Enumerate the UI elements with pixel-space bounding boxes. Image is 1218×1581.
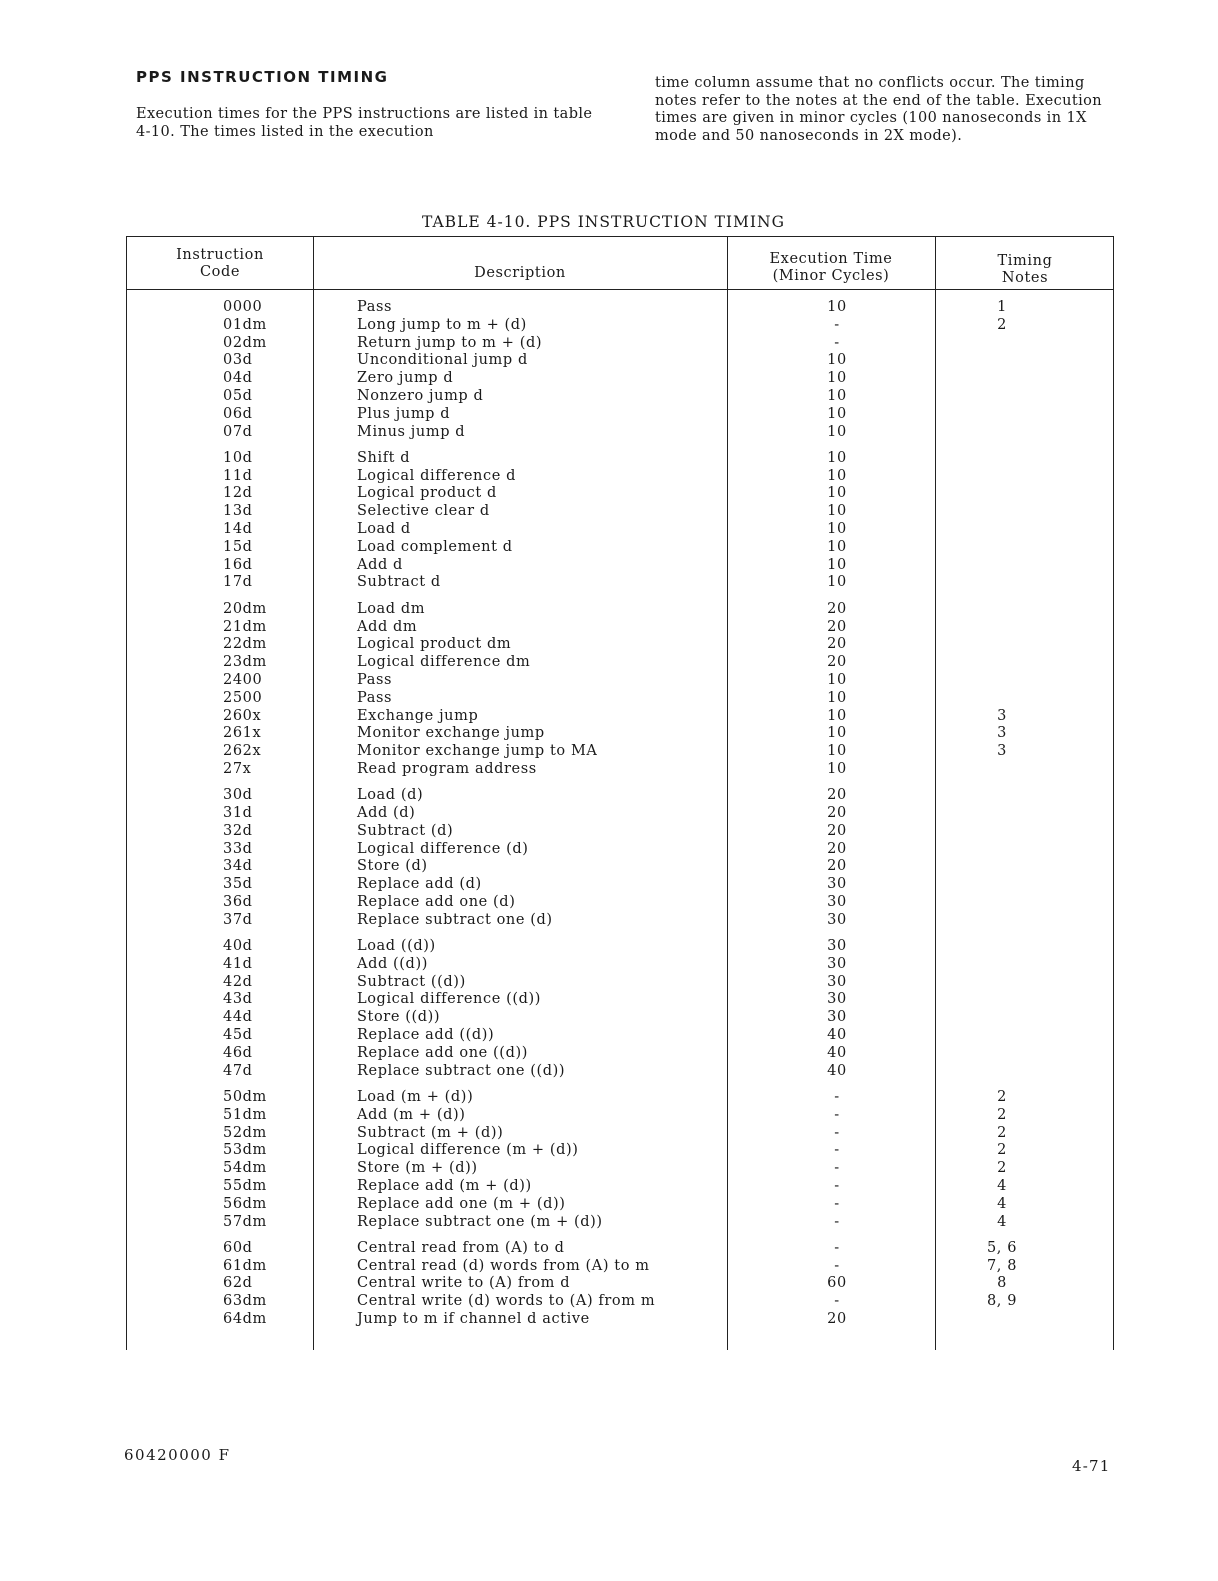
instruction-code-cell: 05d — [223, 387, 253, 404]
instruction-code-cell: 47d — [223, 1062, 253, 1079]
timing-note-cell: 2 — [997, 1106, 1007, 1123]
instruction-code-cell: 42d — [223, 973, 253, 990]
header-instruction-code: Instruction Code — [176, 247, 264, 280]
description-cell: Replace add one (m + (d)) — [357, 1195, 566, 1212]
instruction-code-cell: 17d — [223, 574, 253, 591]
execution-time-cell: 20 — [827, 858, 847, 875]
table-row — [127, 761, 1113, 779]
description-cell: Load ((d)) — [357, 938, 436, 955]
section-heading: PPS INSTRUCTION TIMING — [136, 68, 389, 86]
description-cell: Subtract d — [357, 574, 441, 591]
table-row — [127, 450, 1113, 468]
table-row — [127, 1027, 1113, 1045]
execution-time-cell: 30 — [827, 938, 847, 955]
table-row — [127, 725, 1113, 743]
instruction-code-cell: 46d — [223, 1044, 253, 1061]
instruction-code-cell: 35d — [223, 876, 253, 893]
execution-time-cell: 10 — [827, 725, 847, 742]
header-description: Description — [474, 265, 566, 281]
description-cell: Load dm — [357, 600, 426, 617]
instruction-code-cell: 55dm — [223, 1177, 267, 1194]
instruction-code-cell: 01dm — [223, 316, 267, 333]
table-row — [127, 743, 1113, 761]
table-row — [127, 858, 1113, 876]
execution-time-cell: 10 — [827, 387, 847, 404]
description-cell: Replace subtract one (d) — [357, 911, 553, 928]
execution-time-cell: 10 — [827, 299, 847, 315]
execution-time-cell: - — [834, 1142, 840, 1159]
description-cell: Monitor exchange jump — [357, 725, 545, 742]
description-cell: Replace add (m + (d)) — [357, 1177, 532, 1194]
execution-time-cell: 40 — [827, 1044, 847, 1061]
table-row — [127, 956, 1113, 974]
execution-time-cell: - — [834, 1293, 840, 1310]
description-cell: Load complement d — [357, 538, 513, 555]
execution-time-cell: 10 — [827, 503, 847, 520]
instruction-code-cell: 15d — [223, 538, 253, 555]
table-row — [127, 823, 1113, 841]
description-cell: Add (m + (d)) — [357, 1106, 466, 1123]
description-cell: Logical difference (d) — [357, 840, 529, 857]
execution-time-cell: 20 — [827, 822, 847, 839]
description-cell: Logical difference (m + (d)) — [357, 1142, 579, 1159]
table-row — [127, 787, 1113, 805]
table-row — [127, 1125, 1113, 1143]
instruction-code-cell: 32d — [223, 822, 253, 839]
execution-time-cell: 30 — [827, 911, 847, 928]
description-cell: Shift d — [357, 449, 411, 466]
instruction-code-cell: 11d — [223, 467, 253, 484]
instruction-code-cell: 13d — [223, 503, 253, 520]
table-row — [127, 1045, 1113, 1063]
intro-paragraph-right: time column assume that no conflicts occur. The timing notes refer to the notes at the end of the table. Execution times are given in minor cycles (100 nanoseconds in 1X mode and 50 nanoseconds in 2X mode). — [655, 75, 1103, 144]
table-row — [127, 912, 1113, 930]
description-cell: Zero jump d — [357, 370, 454, 387]
instruction-code-cell: 27x — [223, 760, 252, 777]
instruction-code-cell: 04d — [223, 370, 253, 387]
timing-note-cell: 3 — [997, 743, 1007, 760]
instruction-code-cell: 52dm — [223, 1124, 267, 1141]
instruction-code-cell: 31d — [223, 805, 253, 822]
instruction-code-cell: 16d — [223, 556, 253, 573]
description-cell: Pass — [357, 299, 393, 315]
execution-time-cell: 20 — [827, 618, 847, 635]
table-row — [127, 468, 1113, 486]
timing-note-cell: 1 — [997, 299, 1007, 315]
description-cell: Add ((d)) — [357, 955, 428, 972]
instruction-code-cell: 262x — [223, 743, 262, 760]
instruction-code-cell: 57dm — [223, 1213, 267, 1230]
instruction-code-cell: 34d — [223, 858, 253, 875]
table-caption: TABLE 4-10. PPS INSTRUCTION TIMING — [422, 213, 785, 231]
instruction-code-cell: 20dm — [223, 600, 267, 617]
page-number: 4-71 — [1072, 1457, 1111, 1475]
description-cell: Add dm — [357, 618, 418, 635]
header-execution-time: Execution Time (Minor Cycles) — [769, 251, 893, 284]
instruction-code-cell: 22dm — [223, 636, 267, 653]
table-row — [127, 636, 1113, 654]
description-cell: Logical difference d — [357, 467, 516, 484]
instruction-code-cell: 14d — [223, 521, 253, 538]
instruction-code-cell: 40d — [223, 938, 253, 955]
instruction-code-cell: 53dm — [223, 1142, 267, 1159]
description-cell: Replace subtract one (m + (d)) — [357, 1213, 603, 1230]
execution-time-cell: 10 — [827, 760, 847, 777]
timing-note-cell: 2 — [997, 316, 1007, 333]
instruction-code-cell: 33d — [223, 840, 253, 857]
table-row — [127, 841, 1113, 859]
execution-time-cell: - — [834, 316, 840, 333]
table-row — [127, 1178, 1113, 1196]
table-row — [127, 708, 1113, 726]
execution-time-cell: 40 — [827, 1062, 847, 1079]
instruction-code-cell: 06d — [223, 405, 253, 422]
description-cell: Monitor exchange jump to MA — [357, 743, 598, 760]
instruction-code-cell: 261x — [223, 725, 262, 742]
instruction-code-cell: 41d — [223, 955, 253, 972]
description-cell: Store (d) — [357, 858, 428, 875]
description-cell: Jump to m if channel d active — [357, 1311, 590, 1328]
execution-time-cell: - — [834, 1213, 840, 1230]
instruction-group — [127, 1240, 1113, 1329]
table-row — [127, 991, 1113, 1009]
execution-time-cell: - — [834, 1106, 840, 1123]
table-row — [127, 574, 1113, 592]
instruction-group — [127, 787, 1113, 929]
table-row — [127, 424, 1113, 442]
description-cell: Selective clear d — [357, 503, 490, 520]
table-row — [127, 539, 1113, 557]
execution-time-cell: 10 — [827, 574, 847, 591]
timing-note-cell: 8, 9 — [986, 1293, 1018, 1310]
timing-note-cell: 3 — [997, 707, 1007, 724]
table-row — [127, 690, 1113, 708]
execution-time-cell: - — [834, 1160, 840, 1177]
table-row — [127, 557, 1113, 575]
execution-time-cell: - — [834, 1257, 840, 1274]
execution-time-cell: 20 — [827, 805, 847, 822]
instruction-code-cell: 10d — [223, 449, 253, 466]
execution-time-cell: 20 — [827, 1311, 847, 1328]
execution-time-cell: 20 — [827, 654, 847, 671]
execution-time-cell: 30 — [827, 1009, 847, 1026]
description-cell: Minus jump d — [357, 423, 466, 440]
table-row — [127, 672, 1113, 690]
table-row — [127, 1240, 1113, 1258]
execution-time-cell: 10 — [827, 689, 847, 706]
timing-note-cell: 2 — [997, 1142, 1007, 1159]
instruction-code-cell: 51dm — [223, 1106, 267, 1123]
instruction-group — [127, 1089, 1113, 1231]
description-cell: Load d — [357, 521, 411, 538]
instruction-code-cell: 0000 — [223, 299, 263, 315]
instruction-group — [127, 299, 1113, 441]
execution-time-cell: 30 — [827, 876, 847, 893]
execution-time-cell: 30 — [827, 894, 847, 910]
description-cell: Replace add one ((d)) — [357, 1044, 528, 1061]
header-timing-notes: Timing Notes — [997, 253, 1053, 286]
execution-time-cell: 10 — [827, 405, 847, 422]
instruction-code-cell: 50dm — [223, 1088, 267, 1105]
description-cell: Replace add one (d) — [357, 894, 516, 910]
instruction-code-cell: 260x — [223, 707, 262, 724]
instruction-code-cell: 03d — [223, 352, 253, 369]
description-cell: Central write to (A) from d — [357, 1275, 571, 1292]
description-cell: Long jump to m + (d) — [357, 316, 527, 333]
timing-table — [126, 236, 1114, 1350]
timing-note-cell: 3 — [997, 725, 1007, 742]
instruction-code-cell: 2400 — [223, 671, 263, 688]
table-body — [127, 299, 1113, 1337]
description-cell: Return jump to m + (d) — [357, 334, 543, 351]
execution-time-cell: 10 — [827, 370, 847, 387]
execution-time-cell: 10 — [827, 743, 847, 760]
description-cell: Central read from (A) to d — [357, 1239, 565, 1256]
description-cell: Exchange jump — [357, 707, 479, 724]
table-row — [127, 805, 1113, 823]
execution-time-cell: - — [834, 1177, 840, 1194]
description-cell: Logical product d — [357, 485, 497, 502]
table-row — [127, 876, 1113, 894]
table-row — [127, 654, 1113, 672]
description-cell: Logical difference dm — [357, 654, 531, 671]
timing-note-cell: 5, 6 — [986, 1239, 1018, 1256]
description-cell: Store ((d)) — [357, 1009, 441, 1026]
table-row — [127, 974, 1113, 992]
instruction-code-cell: 37d — [223, 911, 253, 928]
timing-note-cell: 7, 8 — [986, 1257, 1018, 1274]
description-cell: Logical product dm — [357, 636, 512, 653]
header-divider — [127, 289, 1113, 290]
table-row — [127, 1196, 1113, 1214]
description-cell: Add d — [357, 556, 403, 573]
instruction-code-cell: 02dm — [223, 334, 267, 351]
execution-time-cell: 10 — [827, 521, 847, 538]
execution-time-cell: - — [834, 334, 840, 351]
table-row — [127, 1089, 1113, 1107]
instruction-group — [127, 450, 1113, 592]
execution-time-cell: - — [834, 1088, 840, 1105]
execution-time-cell: 10 — [827, 449, 847, 466]
description-cell: Store (m + (d)) — [357, 1160, 478, 1177]
instruction-code-cell: 61dm — [223, 1257, 267, 1274]
table-row — [127, 1142, 1113, 1160]
execution-time-cell: - — [834, 1239, 840, 1256]
table-row — [127, 1293, 1113, 1311]
table-row — [127, 388, 1113, 406]
table-row — [127, 299, 1113, 317]
description-cell: Replace subtract one ((d)) — [357, 1062, 566, 1079]
table-row — [127, 601, 1113, 619]
instruction-code-cell: 07d — [223, 423, 253, 440]
timing-note-cell: 8 — [997, 1275, 1007, 1292]
execution-time-cell: - — [834, 1124, 840, 1141]
table-row — [127, 1160, 1113, 1178]
table-row — [127, 406, 1113, 424]
description-cell: Central read (d) words from (A) to m — [357, 1257, 650, 1274]
instruction-code-cell: 44d — [223, 1009, 253, 1026]
description-cell: Plus jump d — [357, 405, 451, 422]
execution-time-cell: 60 — [827, 1275, 847, 1292]
table-row — [127, 1311, 1113, 1329]
table-row — [127, 370, 1113, 388]
instruction-code-cell: 62d — [223, 1275, 253, 1292]
instruction-group — [127, 601, 1113, 779]
table-row — [127, 1275, 1113, 1293]
execution-time-cell: 10 — [827, 467, 847, 484]
description-cell: Subtract ((d)) — [357, 973, 466, 990]
description-cell: Read program address — [357, 760, 537, 777]
table-row — [127, 1258, 1113, 1276]
instruction-group — [127, 938, 1113, 1080]
execution-time-cell: 10 — [827, 707, 847, 724]
instruction-code-cell: 23dm — [223, 654, 267, 671]
description-cell: Pass — [357, 689, 393, 706]
execution-time-cell: 10 — [827, 538, 847, 555]
table-row — [127, 1009, 1113, 1027]
instruction-code-cell: 36d — [223, 894, 253, 910]
execution-time-cell: 20 — [827, 787, 847, 804]
execution-time-cell: 20 — [827, 636, 847, 653]
execution-time-cell: 30 — [827, 991, 847, 1008]
execution-time-cell: 30 — [827, 973, 847, 990]
timing-note-cell: 2 — [997, 1088, 1007, 1105]
description-cell: Add (d) — [357, 805, 416, 822]
table-row — [127, 1107, 1113, 1125]
execution-time-cell: 30 — [827, 955, 847, 972]
table-row — [127, 521, 1113, 539]
instruction-code-cell: 30d — [223, 787, 253, 804]
table-row — [127, 335, 1113, 353]
execution-time-cell: 10 — [827, 485, 847, 502]
instruction-code-cell: 45d — [223, 1027, 253, 1044]
description-cell: Replace add ((d)) — [357, 1027, 495, 1044]
instruction-code-cell: 64dm — [223, 1311, 267, 1328]
execution-time-cell: 10 — [827, 671, 847, 688]
execution-time-cell: 20 — [827, 600, 847, 617]
timing-note-cell: 2 — [997, 1160, 1007, 1177]
timing-note-cell: 2 — [997, 1124, 1007, 1141]
instruction-code-cell: 60d — [223, 1239, 253, 1256]
description-cell: Logical difference ((d)) — [357, 991, 541, 1008]
table-row — [127, 352, 1113, 370]
execution-time-cell: 20 — [827, 840, 847, 857]
description-cell: Nonzero jump d — [357, 387, 484, 404]
description-cell: Subtract (m + (d)) — [357, 1124, 504, 1141]
instruction-code-cell: 21dm — [223, 618, 267, 635]
description-cell: Unconditional jump d — [357, 352, 528, 369]
table-row — [127, 894, 1113, 912]
execution-time-cell: 10 — [827, 352, 847, 369]
execution-time-cell: - — [834, 1195, 840, 1212]
instruction-code-cell: 2500 — [223, 689, 263, 706]
table-row — [127, 485, 1113, 503]
description-cell: Subtract (d) — [357, 822, 454, 839]
execution-time-cell: 40 — [827, 1027, 847, 1044]
description-cell: Pass — [357, 671, 393, 688]
document-number: 60420000 F — [124, 1446, 231, 1464]
timing-note-cell: 4 — [997, 1195, 1007, 1212]
table-row — [127, 1063, 1113, 1081]
description-cell: Load (m + (d)) — [357, 1088, 474, 1105]
execution-time-cell: 10 — [827, 423, 847, 440]
intro-paragraph-left: Execution times for the PPS instructions are listed in table 4-10. The times listed in the execution — [136, 106, 593, 140]
description-cell: Load (d) — [357, 787, 424, 804]
description-cell: Central write (d) words to (A) from m — [357, 1293, 656, 1310]
table-row — [127, 619, 1113, 637]
instruction-code-cell: 43d — [223, 991, 253, 1008]
table-row — [127, 503, 1113, 521]
timing-note-cell: 4 — [997, 1177, 1007, 1194]
table-row — [127, 317, 1113, 335]
instruction-code-cell: 54dm — [223, 1160, 267, 1177]
description-cell: Replace add (d) — [357, 876, 482, 893]
instruction-code-cell: 56dm — [223, 1195, 267, 1212]
execution-time-cell: 10 — [827, 556, 847, 573]
instruction-code-cell: 63dm — [223, 1293, 267, 1310]
timing-note-cell: 4 — [997, 1213, 1007, 1230]
instruction-code-cell: 12d — [223, 485, 253, 502]
table-row — [127, 938, 1113, 956]
table-row — [127, 1214, 1113, 1232]
